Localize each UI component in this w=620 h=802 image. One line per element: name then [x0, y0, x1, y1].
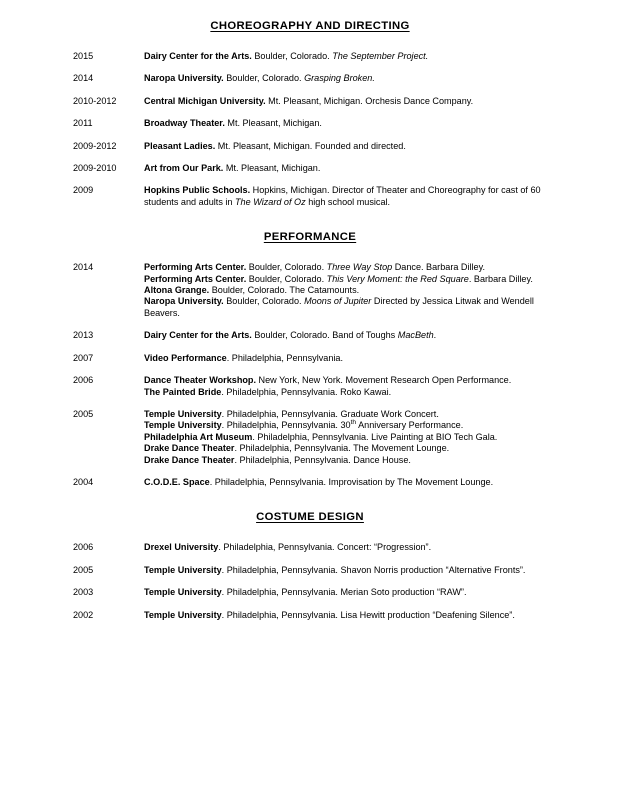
entry-gap: [0, 599, 620, 610]
entry-year: 2006: [73, 375, 94, 386]
entry-line: [144, 163, 562, 174]
entry-organization: Temple University: [144, 587, 222, 598]
entry-detail: . Philadelphia, Pennsylvania. Shavon Norris production “Alternative Fronts”.: [221, 564, 526, 575]
entry-detail: Boulder, Colorado.: [246, 262, 327, 273]
ordinal-superscript: th: [350, 419, 357, 427]
entry-detail: . Philadelphia, Pennsylvania. Graduate Work Concert.: [221, 408, 439, 419]
heading-spacer: [0, 243, 620, 262]
entry-detail: Boulder, Colorado.: [223, 296, 305, 307]
entry-gap: [0, 62, 620, 73]
entry-detail: . Philadelphia, Pennsylvania. Improvisation by The Movement Lounge.: [209, 476, 494, 487]
entry-organization: Temple University: [144, 609, 222, 620]
entry-detail: . Philadelphia, Pennsylvania. Merian Soto production “RAW”.: [221, 587, 467, 598]
entry-year: 2014: [73, 73, 94, 84]
top-spacer: [0, 0, 620, 20]
entry-gap: [0, 342, 620, 353]
entry-row: [0, 542, 620, 553]
entry-organization: Dance Theater Workshop.: [144, 375, 257, 386]
entry-line: [144, 587, 562, 598]
entry-organization: Dairy Center for the Arts.: [144, 51, 252, 61]
entry-organization: Dairy Center for the Arts.: [144, 330, 252, 341]
entry-row: [0, 141, 620, 152]
entry-year: 2015: [73, 51, 94, 61]
entry-detail: . Philadelphia, Pennsylvania.: [226, 352, 343, 363]
entry-detail: Boulder, Colorado.: [223, 73, 305, 84]
section-heading-performance: PERFORMANCE: [263, 231, 357, 244]
sections-container: [0, 20, 620, 621]
entry-organization: Altona Grange.: [144, 285, 210, 296]
entry-line: [144, 73, 562, 84]
entry-organization: Video Performance: [144, 352, 227, 363]
entry-line: [144, 285, 562, 296]
entry-organization: Naropa University.: [144, 73, 224, 84]
entry-year: 2009-2012: [73, 140, 117, 151]
entry-year: 2011: [73, 118, 93, 129]
entry-list: [0, 542, 620, 621]
entry-organization: Drake Dance Theater: [144, 443, 235, 454]
entry-tail: high school musical.: [305, 196, 391, 207]
entry-gap: [0, 152, 620, 163]
entry-gap: [0, 107, 620, 118]
entry-row: [0, 96, 620, 107]
entry-detail: Boulder, Colorado.: [246, 273, 327, 284]
entry-work-title: This Very Moment: the Red Square: [326, 273, 469, 284]
entry-detail: . Philadelphia, Pennsylvania. Live Painting at BIO Tech Gala.: [252, 431, 498, 442]
entry-tail: Dance. Barbara Dilley.: [392, 262, 486, 273]
entry-line: [144, 353, 562, 364]
entry-row: [0, 610, 620, 621]
section-costume-design: [0, 511, 620, 621]
entry-year: 2005: [73, 408, 94, 419]
entry-row: [0, 330, 620, 341]
entry-detail: . Philadelphia, Pennsylvania. Concert: “Progression”.: [218, 542, 432, 553]
entry-organization: Performing Arts Center.: [144, 273, 247, 284]
entry-line: [144, 262, 562, 273]
entry-gap: [0, 130, 620, 141]
entry-organization: Hopkins Public Schools.: [144, 185, 251, 196]
entry-line: [144, 51, 562, 62]
entry-body: [144, 375, 562, 398]
entry-line: [144, 420, 562, 431]
entry-row: [0, 477, 620, 488]
entry-row: [0, 375, 620, 398]
entry-row: [0, 587, 620, 598]
entry-organization: Pleasant Ladies.: [144, 140, 216, 151]
entry-body: [144, 185, 562, 208]
entry-line: [144, 118, 562, 129]
heading-spacer: [0, 523, 620, 542]
entry-row: [0, 118, 620, 129]
entry-organization: Temple University: [144, 564, 222, 575]
entry-body: [144, 96, 562, 107]
entry-body: [144, 141, 562, 152]
entry-list: [0, 51, 620, 208]
entry-tail: Anniversary Performance.: [356, 420, 464, 431]
entry-tail: Directed by Jessica Litwak and Wendell Beavers.: [144, 296, 534, 318]
entry-line: [144, 565, 562, 576]
entry-body: [144, 542, 562, 553]
entry-list: [0, 262, 620, 488]
entry-detail: Hopkins, Michigan. Director of Theater and Choreography for cast of 60 students and adults in: [144, 185, 541, 207]
entry-detail: Mt. Pleasant, Michigan. Founded and directed.: [215, 140, 406, 151]
entry-organization: Art from Our Park.: [144, 163, 224, 174]
entry-body: [144, 163, 562, 174]
entry-year: 2003: [73, 587, 94, 598]
entry-gap: [0, 576, 620, 587]
entry-year: 2014: [73, 262, 94, 273]
entry-line: [144, 141, 562, 152]
entry-row: [0, 262, 620, 319]
entry-work-title: The Wizard of Oz: [235, 196, 306, 207]
entry-detail: New York, New York. Movement Research Open Performance.: [256, 375, 512, 386]
entry-organization: The Painted Bride: [144, 386, 222, 397]
section-performance: [0, 231, 620, 488]
entry-detail: Mt. Pleasant, Michigan. Orchesis Dance Company.: [265, 95, 474, 106]
entry-body: [144, 118, 562, 129]
entry-body: [144, 610, 562, 621]
entry-line: [144, 610, 562, 621]
entry-organization: Central Michigan University.: [144, 95, 266, 106]
entry-body: [144, 353, 562, 364]
entry-detail: Mt. Pleasant, Michigan.: [223, 163, 321, 174]
entry-year: 2004: [73, 476, 94, 487]
entry-line: [144, 274, 562, 285]
entry-detail: Boulder, Colorado.: [251, 51, 333, 61]
entry-detail: Mt. Pleasant, Michigan.: [224, 118, 322, 129]
entry-detail: . Philadelphia, Pennsylvania. Dance House.: [234, 454, 411, 465]
section-choreography-and-directing: [0, 20, 620, 208]
entry-gap: [0, 554, 620, 565]
entry-detail: Boulder, Colorado. The Catamounts.: [209, 285, 360, 296]
entry-body: [144, 330, 562, 341]
entry-detail: . Philadelphia, Pennsylvania. Lisa Hewitt production “Deafening Silence”.: [221, 609, 515, 620]
entry-organization: C.O.D.E. Space: [144, 476, 210, 487]
entry-body: [144, 73, 562, 84]
entry-line: [144, 477, 562, 488]
heading-spacer: [0, 32, 620, 51]
entry-organization: Philadelphia Art Museum: [144, 431, 253, 442]
entry-row: [0, 409, 620, 466]
entry-tail: . Barbara Dilley.: [468, 273, 533, 284]
entry-detail: . Philadelphia, Pennsylvania. Roko Kawai.: [221, 386, 392, 397]
entry-work-title: MacBeth: [397, 330, 434, 341]
entry-organization: Naropa University.: [144, 296, 224, 307]
entry-body: [144, 51, 562, 62]
entry-line: [144, 542, 562, 553]
entry-work-title: The September Project.: [332, 51, 429, 61]
entry-gap: [0, 319, 620, 330]
section-gap: [0, 208, 620, 231]
entry-body: [144, 262, 562, 319]
entry-row: [0, 163, 620, 174]
entry-line: [144, 330, 562, 341]
entry-line: [144, 185, 562, 208]
entry-line: [144, 443, 562, 454]
entry-year: 2005: [73, 564, 94, 575]
entry-year: 2007: [73, 352, 94, 363]
entry-body: [144, 587, 562, 598]
section-heading-choreography-and-directing: CHOREOGRAPHY AND DIRECTING: [210, 20, 410, 32]
entry-year: 2002: [73, 609, 94, 620]
entry-detail: . Philadelphia, Pennsylvania. 30: [221, 420, 351, 431]
entry-tail: .: [433, 330, 437, 341]
entry-year: 2009-2010: [73, 163, 117, 174]
entry-row: [0, 353, 620, 364]
entry-year: 2013: [73, 330, 94, 341]
entry-organization: Broadway Theater.: [144, 118, 225, 129]
entry-year: 2010-2012: [73, 95, 117, 106]
entry-year: 2006: [73, 542, 94, 553]
entry-line: [144, 375, 562, 386]
entry-body: [144, 565, 562, 576]
entry-line: [144, 432, 562, 443]
entry-organization: Drexel University: [144, 542, 219, 553]
entry-row: [0, 185, 620, 208]
entry-work-title: Three Way Stop: [326, 262, 393, 273]
section-heading-costume-design: COSTUME DESIGN: [256, 511, 364, 524]
entry-gap: [0, 174, 620, 185]
entry-detail: Boulder, Colorado. Band of Toughs: [251, 330, 398, 341]
entry-gap: [0, 364, 620, 375]
entry-organization: Performing Arts Center.: [144, 262, 247, 273]
entry-organization: Drake Dance Theater: [144, 454, 235, 465]
entry-gap: [0, 466, 620, 477]
entry-gap: [0, 398, 620, 409]
entry-work-title: Grasping Broken.: [304, 73, 375, 84]
entry-work-title: Moons of Jupiter: [304, 296, 372, 307]
entry-organization: Temple University: [144, 408, 222, 419]
entry-line: [144, 455, 562, 466]
entry-body: [144, 409, 562, 466]
entry-row: [0, 73, 620, 84]
entry-gap: [0, 85, 620, 96]
entry-detail: . Philadelphia, Pennsylvania. The Movement Lounge.: [234, 443, 450, 454]
entry-line: [144, 296, 562, 319]
entry-line: [144, 96, 562, 107]
section-gap: [0, 488, 620, 511]
entry-row: [0, 51, 620, 62]
entry-row: [0, 565, 620, 576]
entry-organization: Temple University: [144, 420, 222, 431]
entry-year: 2009: [73, 185, 94, 196]
entry-line: [144, 387, 562, 398]
entry-body: [144, 477, 562, 488]
